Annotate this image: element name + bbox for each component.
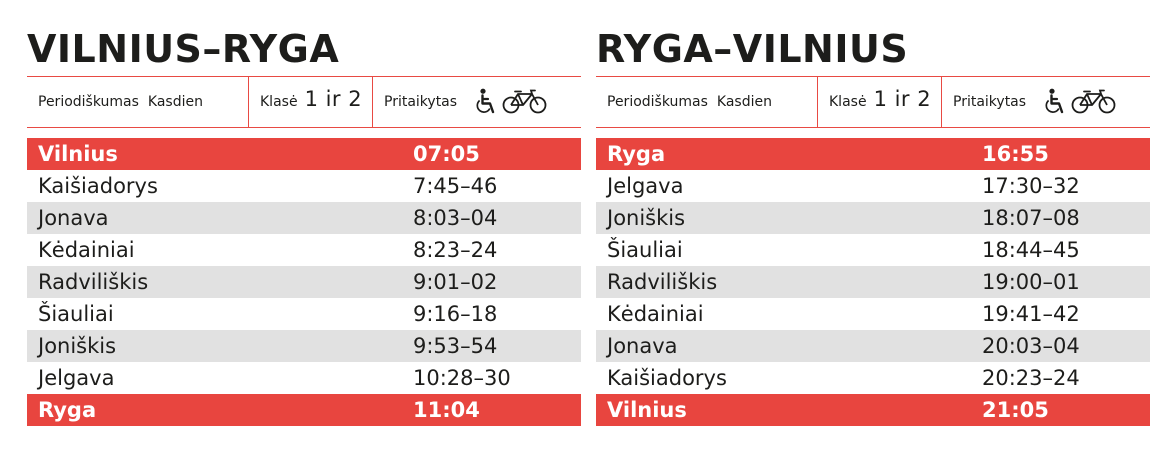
class-value: 1 ir 2	[873, 87, 932, 111]
station-name: Joniškis	[38, 334, 117, 358]
schedule-table	[27, 138, 581, 426]
class-label: Klasė	[829, 94, 867, 110]
adapted-label: Pritaikytas	[953, 94, 1027, 110]
station-name: Radviliškis	[38, 270, 149, 294]
station-name: Vilnius	[607, 398, 687, 422]
timetable-ryga-vilnius	[596, 0, 1150, 451]
class-value: 1 ir 2	[304, 87, 363, 111]
periodicity-cell	[596, 77, 817, 127]
table-row	[596, 234, 1150, 266]
table-row-departure	[596, 138, 1150, 170]
station-name: Šiauliai	[607, 238, 683, 262]
station-name: Ryga	[607, 142, 666, 166]
station-name: Kėdainiai	[38, 238, 135, 262]
station-time: 19:00–01	[982, 270, 1080, 294]
route-title: VILNIUS–RYGA	[27, 27, 340, 71]
table-row	[27, 362, 581, 394]
class-cell	[817, 77, 941, 127]
service-info-bar	[596, 76, 1150, 128]
station-name: Jelgava	[38, 366, 115, 390]
periodicity-cell	[27, 77, 248, 127]
table-row	[27, 330, 581, 362]
station-name: Radviliškis	[607, 270, 718, 294]
table-row-arrival	[27, 394, 581, 426]
station-name: Jonava	[38, 206, 109, 230]
wheelchair-icon	[1044, 88, 1066, 116]
table-row-departure	[27, 138, 581, 170]
adapted-label: Pritaikytas	[384, 94, 458, 110]
table-row	[596, 362, 1150, 394]
station-name: Vilnius	[38, 142, 118, 166]
table-row	[596, 330, 1150, 362]
station-name: Joniškis	[607, 206, 686, 230]
station-name: Jelgava	[607, 174, 684, 198]
table-row	[27, 170, 581, 202]
station-time: 19:41–42	[982, 302, 1080, 326]
station-time: 16:55	[982, 142, 1049, 166]
table-row	[596, 202, 1150, 234]
route-title: RYGA–VILNIUS	[596, 27, 909, 71]
periodicity-value: Kasdien	[147, 94, 203, 110]
timetable-vilnius-ryga	[27, 0, 581, 451]
station-name: Jonava	[607, 334, 678, 358]
station-time: 17:30–32	[982, 174, 1080, 198]
class-label: Klasė	[260, 94, 298, 110]
station-time: 21:05	[982, 398, 1049, 422]
table-row-arrival	[596, 394, 1150, 426]
accessibility-cell	[372, 77, 581, 127]
table-row	[27, 266, 581, 298]
station-time: 7:45–46	[413, 174, 498, 198]
periodicity-label: Periodiškumas	[607, 94, 708, 110]
class-cell	[248, 77, 372, 127]
station-time: 20:03–04	[982, 334, 1080, 358]
periodicity-value: Kasdien	[716, 94, 772, 110]
table-row	[27, 202, 581, 234]
wheelchair-icon	[475, 88, 497, 116]
table-row	[596, 170, 1150, 202]
station-name: Kėdainiai	[607, 302, 704, 326]
station-time: 18:07–08	[982, 206, 1080, 230]
table-row	[596, 298, 1150, 330]
station-name: Kaišiadorys	[38, 174, 158, 198]
station-time: 8:23–24	[413, 238, 498, 262]
periodicity-label: Periodiškumas	[38, 94, 139, 110]
table-row	[27, 298, 581, 330]
station-name: Ryga	[38, 398, 97, 422]
accessibility-cell	[941, 77, 1150, 127]
station-time: 8:03–04	[413, 206, 498, 230]
schedule-table	[596, 138, 1150, 426]
station-time: 9:01–02	[413, 270, 498, 294]
station-name: Šiauliai	[38, 302, 114, 326]
station-time: 11:04	[413, 398, 480, 422]
bicycle-icon	[1071, 89, 1117, 115]
bicycle-icon	[502, 89, 548, 115]
station-time: 18:44–45	[982, 238, 1080, 262]
station-time: 9:53–54	[413, 334, 498, 358]
station-time: 10:28–30	[413, 366, 511, 390]
station-name: Kaišiadorys	[607, 366, 727, 390]
station-time: 07:05	[413, 142, 480, 166]
table-row	[596, 266, 1150, 298]
station-time: 9:16–18	[413, 302, 498, 326]
service-info-bar	[27, 76, 581, 128]
station-time: 20:23–24	[982, 366, 1080, 390]
table-row	[27, 234, 581, 266]
